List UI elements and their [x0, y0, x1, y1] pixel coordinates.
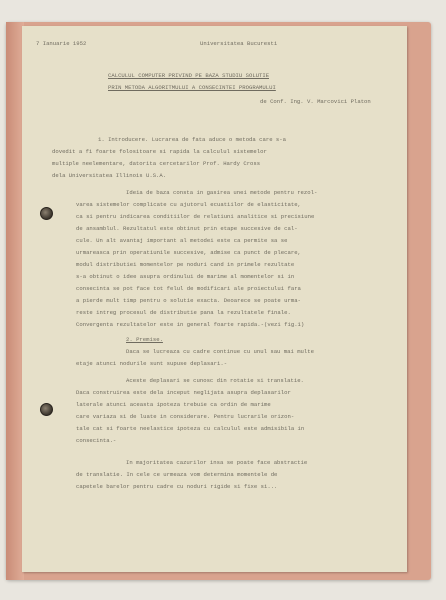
body-line-6: varea sistemelor complicate cu ajutorul ecuatiilor de elasticitate,	[76, 201, 301, 208]
body-line-12: s-a obtinut o idee asupra ordinului de marime al momentelor si in	[76, 273, 295, 280]
body-line-14: a pierde mult timp pentru o solutie exacta. Deoarece se poate urma-	[76, 297, 301, 304]
section-2-line-1: Daca se lucreaza cu cadre continue cu unul sau mai multe	[126, 348, 314, 355]
body-line-7: ca si pentru indicarea conditiilor de relatiuni analitice si precisiune	[76, 213, 315, 220]
section-2-heading: 2. Premise.	[126, 336, 163, 343]
body-line-13: consecinta se pot face tot felul de modificari ale proiectului fara	[76, 285, 301, 292]
section-2-line-8: consecinta.-	[76, 437, 117, 444]
body-line-5: Ideia de baza consta in gasirea unei metode pentru rezol-	[126, 189, 318, 196]
title-line-1: CALCULUL COMPUTER PRIVIND PE BAZA STUDIU SOLUTIE	[108, 72, 270, 79]
section-2-line-3: Aceste deplasari se cunosc din rotatie si translatie.	[126, 377, 304, 384]
header-institution: Universitatea Bucuresti	[200, 40, 278, 47]
body-line-15: reste intreg procesul de distributie pana la rezultatele finale.	[76, 309, 291, 316]
header-date: 7 Ianuarie 1952	[36, 40, 87, 47]
section-2-line-11: capetele barelor pentru cadre cu noduri rigide si fixe si...	[76, 483, 278, 490]
punch-hole-top	[40, 207, 53, 220]
section-2-line-4: Daca construirea este dela inceput neglijata asupra deplasarilor	[76, 389, 291, 396]
typewritten-page	[22, 26, 407, 572]
body-line-8: de ansamblul. Rezultatul este obtinut prin etape succesive de cal-	[76, 225, 298, 232]
punch-hole-bottom	[40, 403, 53, 416]
body-line-1: 1. Introducere. Lucrarea de fata aduce o metoda care s-a	[98, 136, 286, 143]
section-2-line-5: laterale atunci aceasta ipoteza trebuie ca ordin de marime	[76, 401, 271, 408]
body-line-10: urmareasca prin operatiunile succesive, admise ca punct de plecare,	[76, 249, 301, 256]
section-2-line-9: In majoritatea cazurilor insa se poate face abstractie	[126, 459, 308, 466]
body-line-3: multiple neelementare, datorita cercetarilor Prof. Hardy Cross	[52, 160, 261, 167]
body-line-2: dovedit a fi foarte folositoare si rapida la calculul sistemelor	[52, 148, 267, 155]
section-2-line-2: etaje atunci nodurile sunt supuse deplasari.-	[76, 360, 228, 367]
body-line-4: dela Universitatea Illinois U.S.A.	[52, 172, 167, 179]
title-author: de Conf. Ing. V. Marcovici Platon	[260, 98, 371, 105]
section-2-line-6: care variaza si de luate in considerare. Pentru lucrarile orizon-	[76, 413, 295, 420]
body-line-9: cule. Un alt avantaj important al metodei este ca permite sa se	[76, 237, 288, 244]
section-2-line-7: tale cat si foarte neelastice ipoteza cu calculul este admisibila in	[76, 425, 305, 432]
body-line-11: modul distributiei momentelor pe noduri cand in primele rezultate	[76, 261, 295, 268]
title-line-2: PRIN METODA ALGORITMULUI A CONSECINTEI PROGRAMULUI	[108, 84, 276, 91]
body-line-16: Convergenta rezultatelor este in general foarte rapida.-(vezi fig.1)	[76, 321, 305, 328]
section-2-line-10: de translatie. In cele ce urmeaza vom determina momentele de	[76, 471, 278, 478]
